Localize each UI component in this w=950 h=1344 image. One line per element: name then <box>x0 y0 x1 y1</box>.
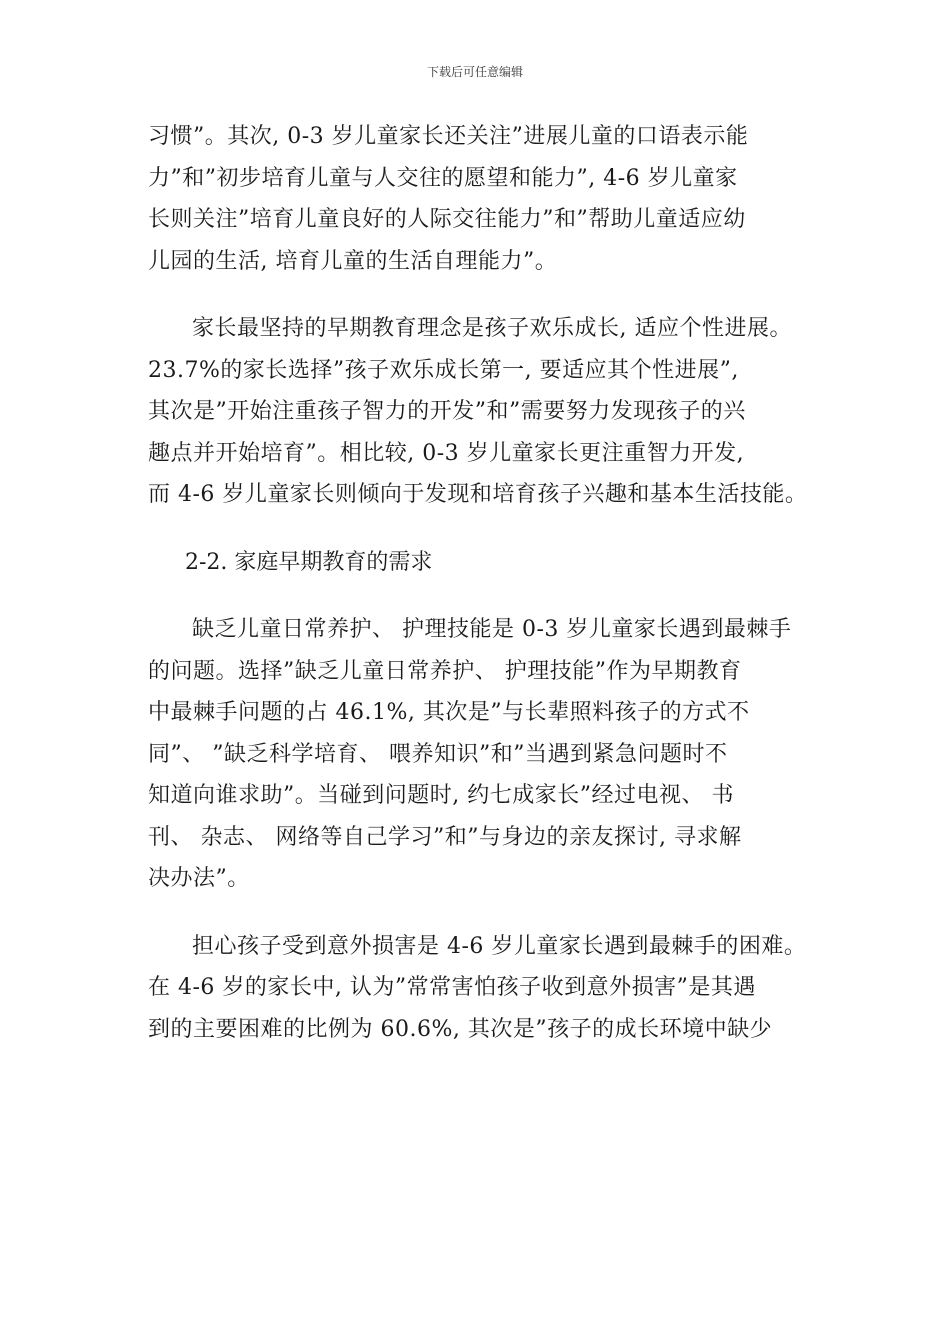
paragraph-1 <box>148 116 820 282</box>
paragraph-2 <box>148 308 820 516</box>
text-line: 家长最坚持的早期教育理念是孩子欢乐成长, 适应个性进展。 <box>192 316 792 341</box>
text-line: 同”、 ”缺乏科学培育、 喂养知识”和”当遇到紧急问题时不 <box>148 741 728 767</box>
text-line: 担心孩子受到意外损害是 4-6 岁儿童家长遇到最棘手的困难。 <box>192 933 807 959</box>
paragraph-gap <box>148 900 820 926</box>
text-line: 23.7%的家长选择”孩子欢乐成长第一, 要适应其个性进展”, <box>148 357 739 383</box>
text-line: 趣点并开始培育”。相比较, 0-3 岁儿童家长更注重智力开发, <box>148 440 745 466</box>
text-line: 儿园的生活, 培育儿童的生活自理能力”。 <box>148 248 558 274</box>
text-line: 而 4-6 岁儿童家长则倾向于发现和培育孩子兴趣和基本生活技能。 <box>148 482 808 507</box>
text-line: 的问题。选择”缺乏儿童日常养护、 护理技能”作为早期教育 <box>148 658 742 684</box>
section-heading: 2-2. 家庭早期教育的需求 <box>185 549 433 575</box>
paragraph-gap <box>148 516 820 542</box>
text-line: 刊、 杂志、 网络等自己学习”和”与身边的亲友探讨, 寻求解 <box>148 824 742 850</box>
paragraph-gap <box>148 282 820 308</box>
text-line: 到的主要困难的比例为 60.6%, 其次是”孩子的成长环境中缺少 <box>148 1016 773 1042</box>
paragraph-3 <box>148 609 820 900</box>
text-line: 力”和”初步培育儿童与人交往的愿望和能力”, 4-6 岁儿童家 <box>148 165 738 191</box>
text-line: 在 4-6 岁的家长中, 认为”常常害怕孩子收到意外损害”是其遇 <box>148 975 756 1000</box>
page-header: 下载后可任意编辑 <box>426 65 523 79</box>
text-line: 知道向谁求助”。当碰到问题时, 约七成家长”经过电视、 书 <box>148 783 734 808</box>
document-body <box>148 116 820 1050</box>
text-line: 习惯”。其次, 0-3 岁儿童家长还关注”进展儿童的口语表示能 <box>148 124 749 149</box>
text-line: 缺乏儿童日常养护、 护理技能是 0-3 岁儿童家长遇到最棘手 <box>192 617 792 642</box>
text-line: 长则关注”培育儿童良好的人际交往能力”和”帮助儿童适应幼 <box>148 207 746 232</box>
paragraph-gap <box>148 583 820 609</box>
text-line: 中最棘手问题的占 46.1%, 其次是”与长辈照料孩子的方式不 <box>148 700 750 725</box>
paragraph-4 <box>148 926 820 1051</box>
text-line: 决办法”。 <box>148 866 250 891</box>
text-line: 其次是”开始注重孩子智力的开发”和”需要努力发现孩子的兴 <box>148 399 746 424</box>
